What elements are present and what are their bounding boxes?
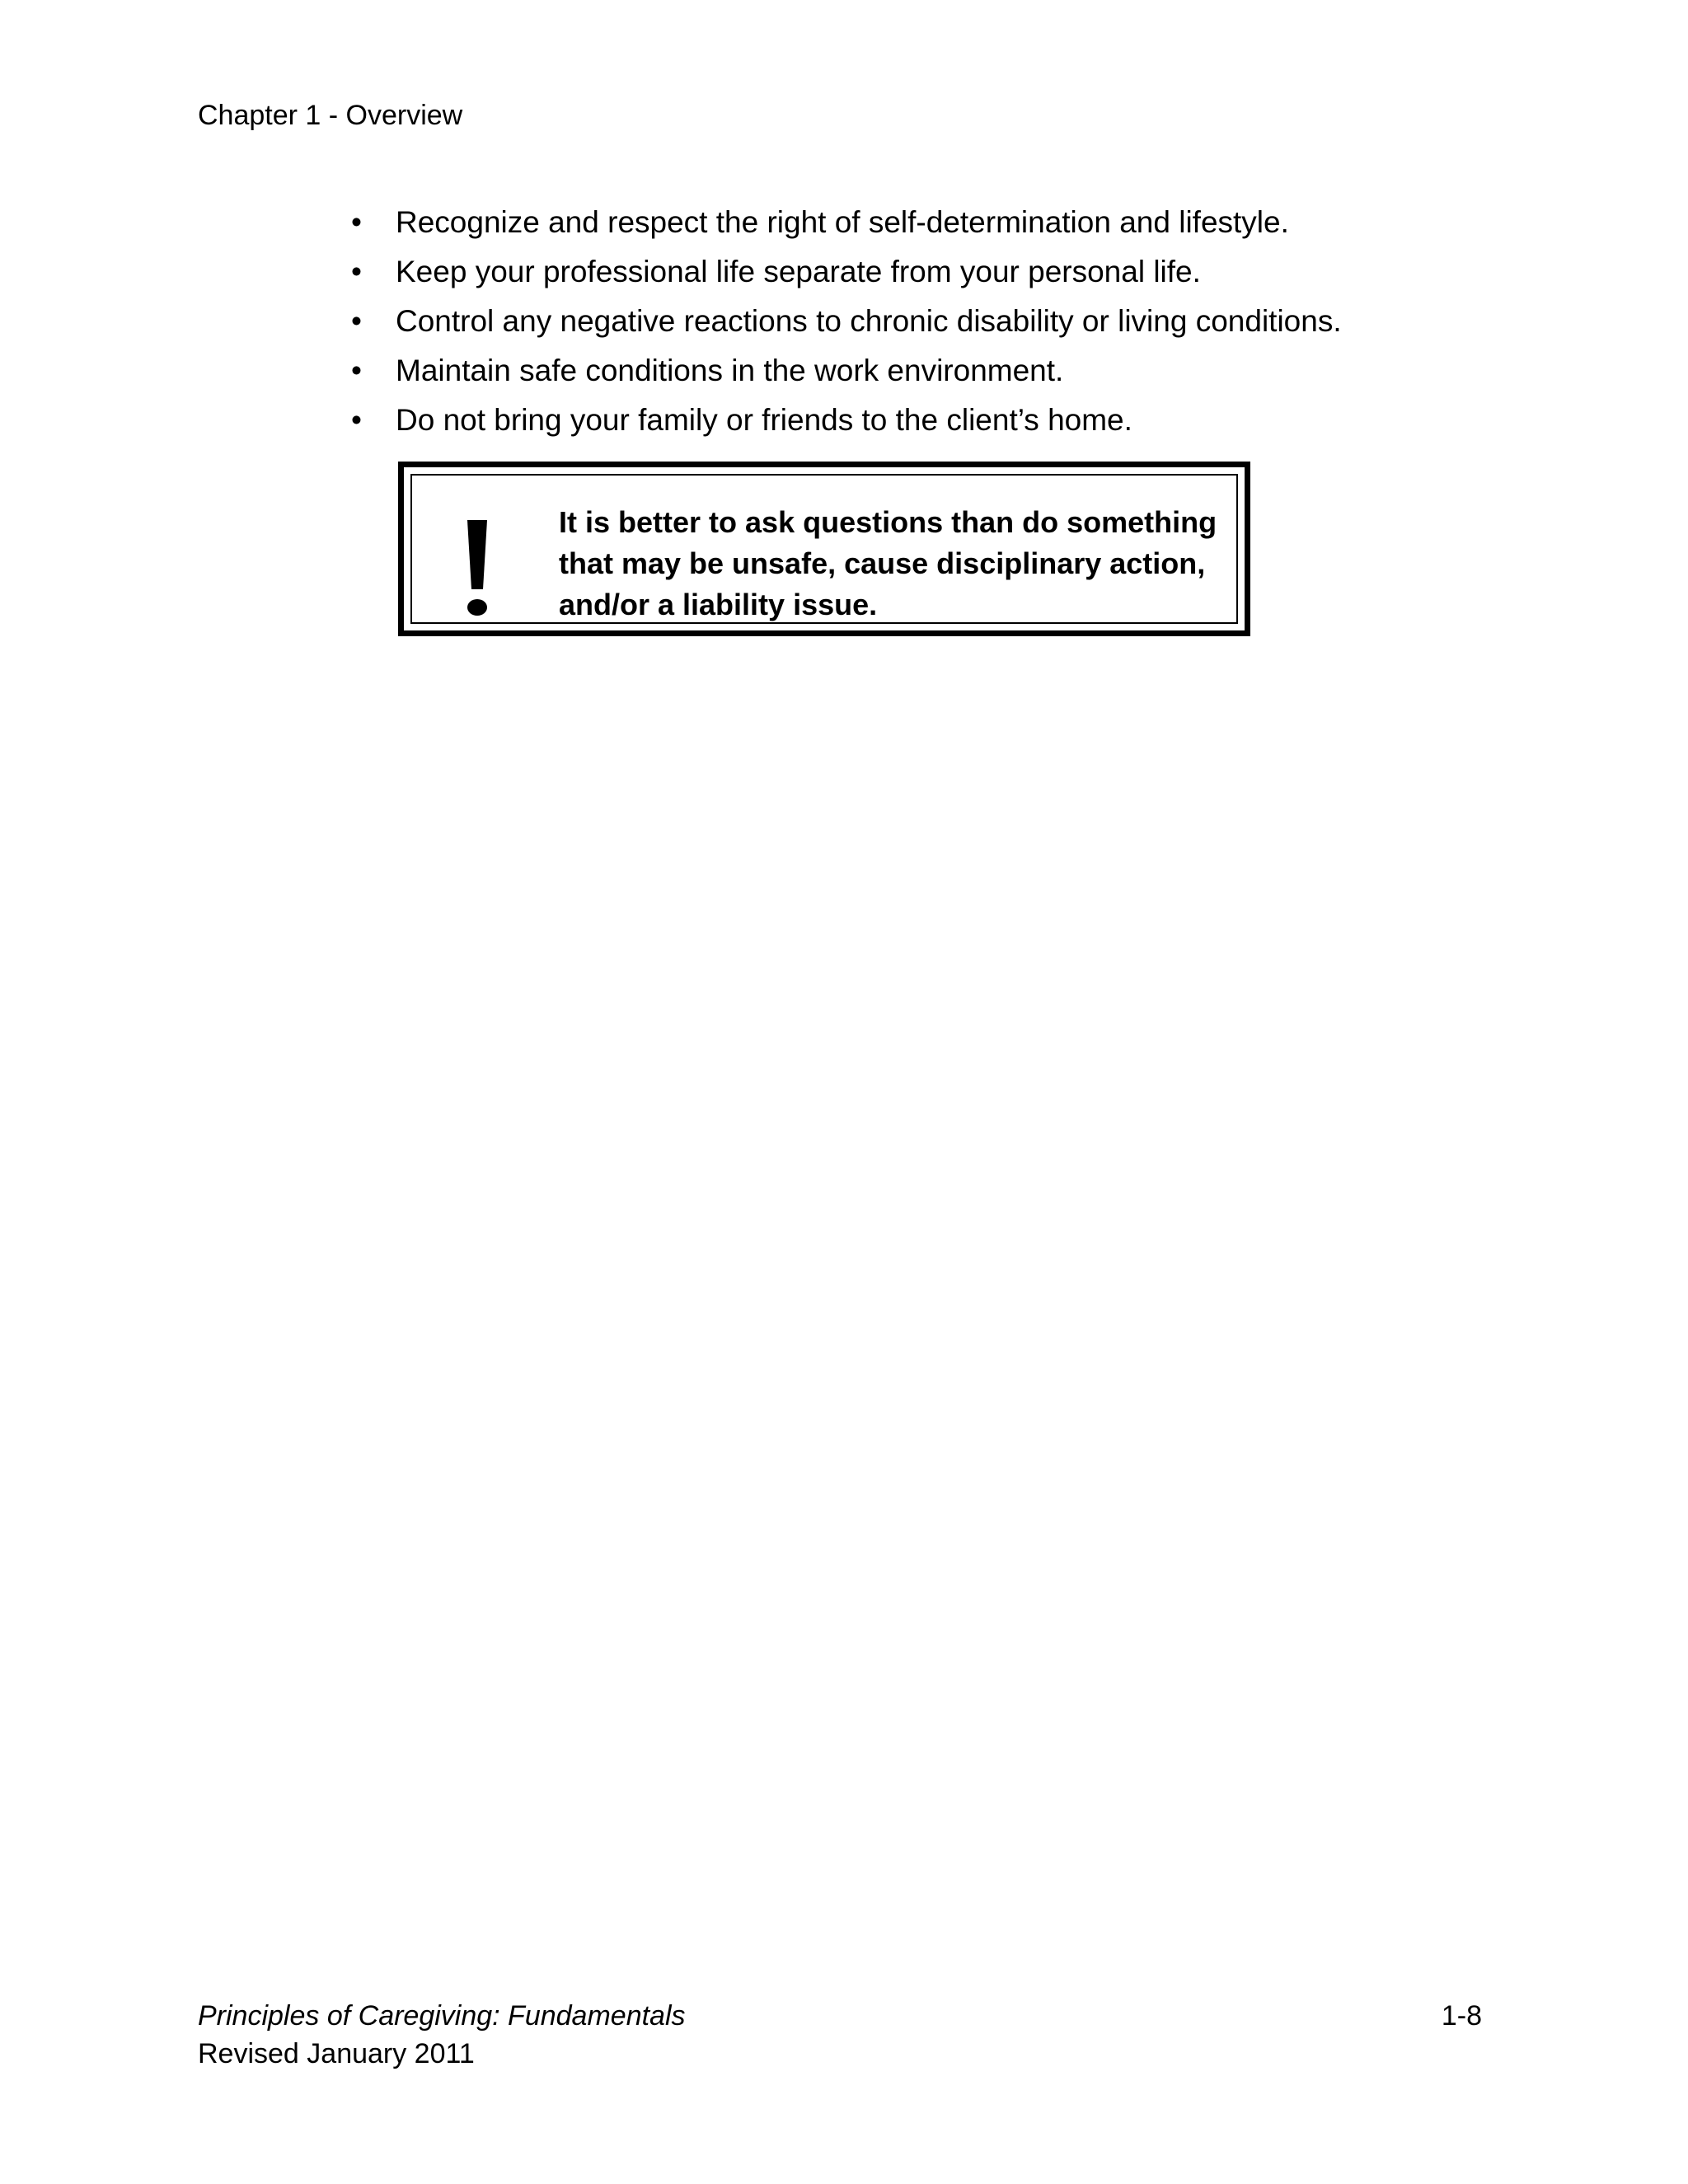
list-item-text: Do not bring your family or friends to the client’s home. — [396, 403, 1132, 437]
footer-book-title: Principles of Caregiving: Fundamentals — [198, 2000, 686, 2032]
bullet-marker: • — [351, 205, 362, 239]
list-item — [345, 251, 1342, 300]
bullet-marker: • — [351, 403, 362, 437]
list-item — [345, 349, 1342, 399]
list-item-text: Recognize and respect the right of self-determination and lifestyle. — [396, 205, 1289, 239]
bullet-marker: • — [351, 255, 362, 288]
list-item-text: Control any negative reactions to chronic disability or living conditions. — [396, 304, 1342, 338]
list-item — [345, 300, 1342, 349]
footer-revised-date: Revised January 2011 — [198, 2038, 475, 2069]
list-item — [345, 201, 1342, 251]
list-item-text: Keep your professional life separate from your personal life. — [396, 255, 1201, 288]
callout-inner-border — [410, 474, 1238, 624]
bullet-marker: • — [351, 354, 362, 387]
bullet-list — [345, 201, 1342, 448]
page-number: 1-8 — [1441, 2000, 1482, 2032]
page-header: Chapter 1 - Overview — [198, 100, 463, 131]
warning-callout — [398, 462, 1250, 636]
list-item-text: Maintain safe conditions in the work environment. — [396, 354, 1064, 387]
exclamation-icon — [465, 518, 490, 617]
callout-text: It is better to ask questions than do something that may be unsafe, cause disciplinary action, and/or a liability issue. — [559, 505, 1217, 621]
bullet-marker: • — [351, 304, 362, 338]
list-item — [345, 399, 1342, 448]
